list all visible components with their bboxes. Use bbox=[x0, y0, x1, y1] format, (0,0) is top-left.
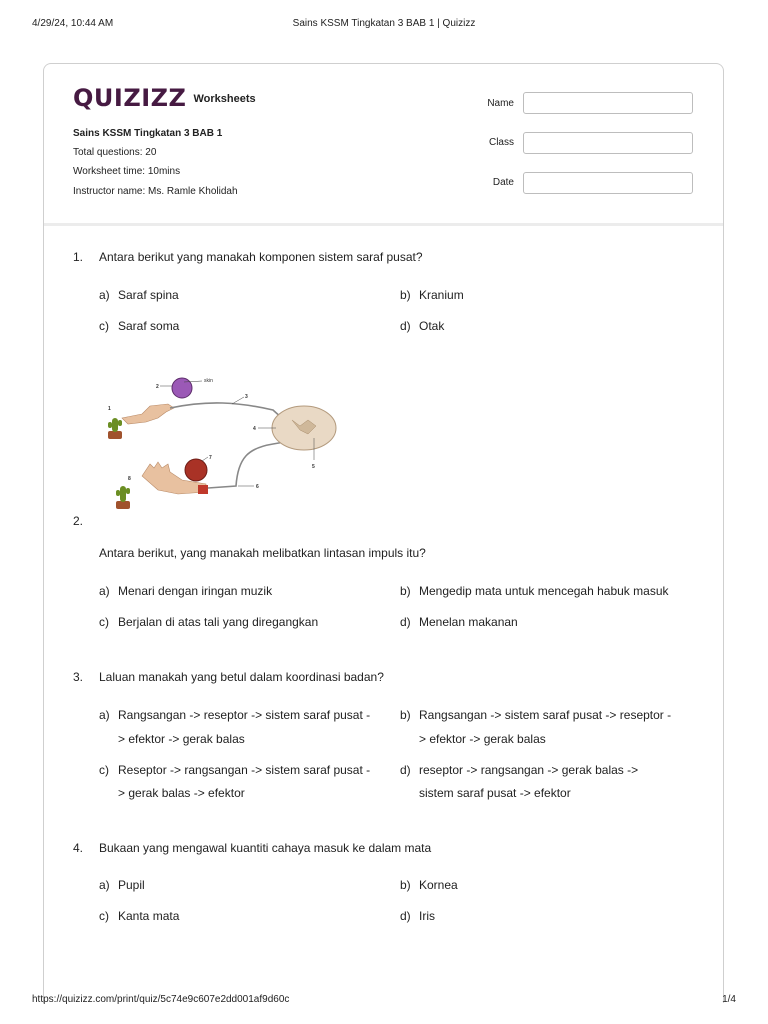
option-letter: d) bbox=[400, 763, 411, 777]
date-field[interactable] bbox=[523, 172, 693, 194]
option-text-line1: Reseptor -> rangsangan -> sistem saraf pusat - bbox=[118, 763, 371, 777]
motor-nerve bbox=[208, 440, 296, 488]
option-letter: a) bbox=[99, 584, 110, 598]
option-letter: c) bbox=[99, 763, 109, 777]
option-letter: b) bbox=[400, 708, 411, 722]
option-text-line2: > efektor -> gerak balas bbox=[419, 732, 546, 746]
option-text-line2: > gerak balas -> efektor bbox=[118, 786, 245, 800]
option-text-line1: Rangsangan -> reseptor -> sistem saraf pusat - bbox=[118, 708, 371, 722]
option-text-line2: > efektor -> gerak balas bbox=[118, 732, 245, 746]
option-letter: b) bbox=[400, 878, 411, 892]
pointing-hand-icon bbox=[122, 404, 174, 424]
date-label: Date bbox=[492, 177, 514, 188]
option-text: Saraf spina bbox=[118, 288, 179, 302]
option-letter: d) bbox=[400, 615, 411, 629]
logo-subtitle: Worksheets bbox=[193, 93, 256, 105]
print-footer bbox=[32, 994, 736, 1008]
option-letter: b) bbox=[400, 288, 411, 302]
quiz-title: Sains KSSM Tingkatan 3 BAB 1 bbox=[73, 128, 223, 139]
question-number: 3. bbox=[73, 670, 84, 684]
diagram-label-2: 2 bbox=[156, 384, 159, 390]
class-label: Class bbox=[488, 137, 514, 148]
question-text: Antara berikut, yang manakah melibatkan lintasan impuls itu? bbox=[99, 546, 426, 560]
print-url: https://quizizz.com/print/quiz/5c74e9c607e2dd001af9d60c bbox=[32, 994, 290, 1005]
option-text: Iris bbox=[419, 909, 435, 923]
effector-muscle bbox=[198, 485, 208, 494]
diagram-label-skin: skin bbox=[204, 378, 213, 384]
option-text: Otak bbox=[419, 319, 445, 333]
muscle-cell-icon bbox=[185, 459, 207, 481]
name-label: Name bbox=[487, 98, 514, 109]
question-number: 2. bbox=[73, 514, 84, 528]
question-number: 4. bbox=[73, 841, 84, 855]
option-text: Pupil bbox=[118, 878, 145, 892]
instructor-name: Instructor name: Ms. Ramle Kholidah bbox=[73, 186, 238, 197]
diagram-label-5: 5 bbox=[312, 464, 315, 470]
option-text: Kanta mata bbox=[118, 909, 180, 923]
option-text-line1: reseptor -> rangsangan -> gerak balas -> bbox=[419, 763, 639, 777]
option-letter: c) bbox=[99, 909, 109, 923]
skin-receptor-icon bbox=[172, 378, 192, 398]
option-text-line1: Rangsangan -> sistem saraf pusat -> reseptor - bbox=[419, 708, 672, 722]
diagram-label-1: 1 bbox=[108, 406, 111, 412]
question-text: Laluan manakah yang betul dalam koordinasi badan? bbox=[99, 670, 384, 684]
print-datetime: 4/29/24, 10:44 AM bbox=[32, 18, 114, 29]
option-text-line2: sistem saraf pusat -> efektor bbox=[419, 786, 571, 800]
print-doc-title: Sains KSSM Tingkatan 3 BAB 1 | Quizizz bbox=[292, 18, 476, 29]
question-number: 1. bbox=[73, 250, 84, 264]
worksheet bbox=[43, 63, 724, 1003]
option-letter: c) bbox=[99, 319, 109, 333]
option-letter: a) bbox=[99, 288, 110, 302]
question-text: Antara berikut yang manakah komponen sistem saraf pusat? bbox=[99, 250, 423, 264]
question-text: Bukaan yang mengawal kuantiti cahaya masuk ke dalam mata bbox=[99, 841, 432, 855]
option-text: Kranium bbox=[419, 288, 464, 302]
option-text: Saraf soma bbox=[118, 319, 180, 333]
cactus-bottom-icon bbox=[116, 486, 130, 509]
worksheet-header bbox=[44, 64, 723, 226]
cactus-top-icon bbox=[108, 418, 122, 439]
diagram-label-8: 8 bbox=[128, 476, 131, 482]
option-text: Menari dengan iringan muzik bbox=[118, 584, 273, 598]
option-letter: b) bbox=[400, 584, 411, 598]
total-questions: Total questions: 20 bbox=[73, 147, 157, 158]
worksheet-time: Worksheet time: 10mins bbox=[73, 166, 181, 177]
diagram-label-3: 3 bbox=[245, 394, 248, 400]
class-field[interactable] bbox=[523, 132, 693, 154]
diagram-label-6: 6 bbox=[256, 484, 259, 490]
reflex-arc-diagram bbox=[98, 368, 338, 526]
option-letter: a) bbox=[99, 878, 110, 892]
option-text: Menelan makanan bbox=[419, 615, 518, 629]
option-letter: c) bbox=[99, 615, 109, 629]
page-number: 1/4 bbox=[722, 994, 736, 1005]
option-letter: d) bbox=[400, 909, 411, 923]
logo-wordmark: QUIZIZZ bbox=[73, 84, 187, 112]
option-text: Kornea bbox=[419, 878, 458, 892]
print-header bbox=[32, 18, 736, 32]
option-text: Berjalan di atas tali yang diregangkan bbox=[118, 615, 319, 629]
quizizz-logo bbox=[73, 82, 256, 114]
option-text: Mengedip mata untuk mencegah habuk masuk bbox=[419, 584, 669, 598]
option-letter: d) bbox=[400, 319, 411, 333]
name-field[interactable] bbox=[523, 92, 693, 114]
diagram-label-4: 4 bbox=[253, 426, 256, 432]
option-letter: a) bbox=[99, 708, 110, 722]
diagram-label-7: 7 bbox=[209, 455, 212, 461]
